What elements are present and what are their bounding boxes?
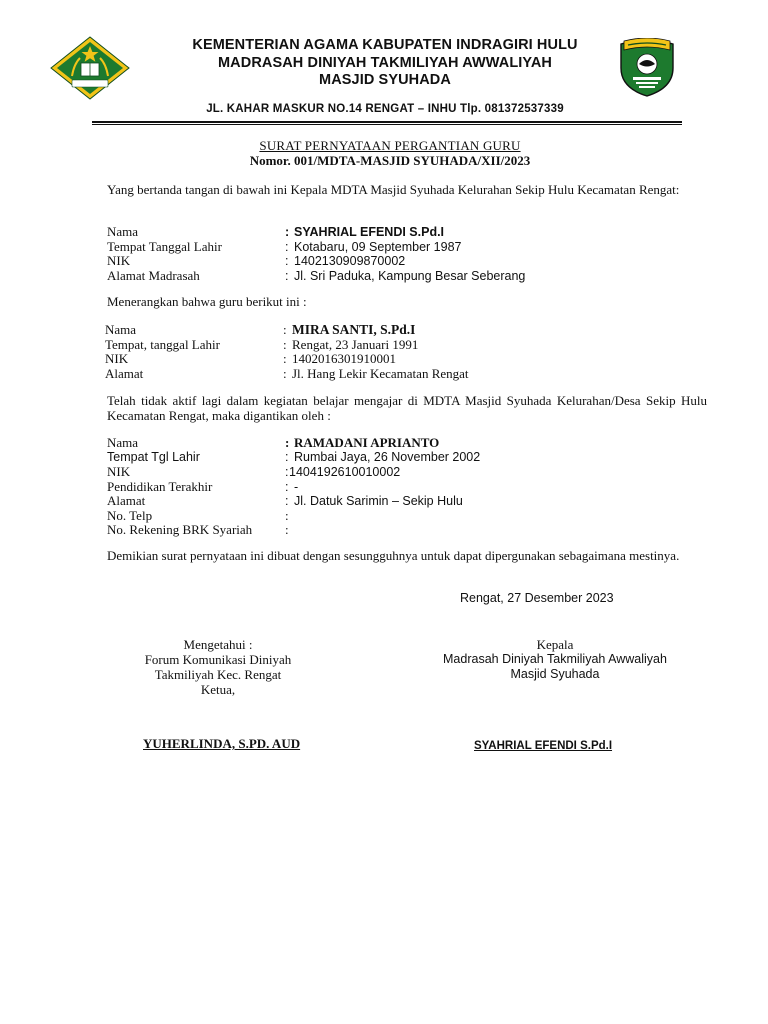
field-separator: : [283, 351, 287, 366]
signature-line: Madrasah Diniyah Takmiliyah Awwaliyah [443, 652, 667, 666]
field-row [107, 268, 707, 283]
field-row [107, 253, 707, 268]
kemenag-emblem-icon [50, 36, 130, 100]
field-value: Jl. Datuk Sarimin – Sekip Hulu [294, 494, 463, 508]
letterhead-ministry: KEMENTERIAN AGAMA KABUPATEN INDRAGIRI HULU [192, 37, 578, 53]
field-separator: : [285, 435, 290, 450]
new-teacher-fields [107, 435, 707, 537]
field-label: Alamat [105, 365, 144, 381]
signature-line: Kepala [536, 637, 574, 652]
field-label: NIK [107, 464, 131, 479]
field-value: - [294, 479, 299, 494]
field-separator: : [285, 239, 289, 254]
signature-line: Takmiliyah Kec. Rengat [154, 667, 282, 682]
field-label: Alamat Madrasah [107, 267, 200, 283]
field-separator: : [285, 479, 289, 494]
letterhead-mosque: MASJID SYUHADA [319, 72, 451, 88]
field-value: Jl. Sri Paduka, Kampung Besar Seberang [294, 268, 526, 283]
field-row [107, 508, 707, 523]
signature-line: Forum Komunikasi Diniyah [144, 652, 292, 667]
letter-title-block [110, 138, 670, 168]
field-label: Tempat Tanggal Lahir [107, 238, 222, 254]
field-row [107, 450, 707, 465]
field-separator: : [285, 449, 289, 464]
intro-paragraph: Yang bertanda tangan di bawah ini Kepala MDTA Masjid Syuhada Kelurahan Sekip Hulu Kecamatan Rengat: [107, 182, 680, 197]
field-value: 1404192610010002 [289, 465, 401, 479]
letter-title: SURAT PERNYATAAN PERGANTIAN GURU [259, 138, 521, 153]
field-label: NIK [107, 253, 131, 268]
field-value: MIRA SANTI, S.Pd.I [292, 322, 416, 337]
letterhead-divider-thin [92, 124, 682, 125]
field-separator: : [285, 522, 289, 537]
letterhead-divider [92, 121, 682, 123]
letterhead-address: JL. KAHAR MASKUR NO.14 RENGAT – INHU Tlp. 081372537339 [206, 103, 564, 115]
madrasah-shield-emblem-icon [617, 38, 677, 98]
field-row [107, 435, 707, 450]
field-label: Nama [107, 435, 139, 450]
field-separator: : [285, 465, 289, 479]
letter-number: Nomor. 001/MDTA-MASJID SYUHADA/XII/2023 [249, 153, 531, 168]
field-separator: : [285, 507, 289, 523]
field-row [107, 479, 707, 494]
field-value: 1402016301910001 [292, 351, 396, 366]
field-row [105, 366, 705, 381]
field-value: 1402130909870002 [294, 254, 406, 268]
field-row [107, 239, 707, 254]
field-separator: : [285, 225, 290, 239]
field-label: No. Telp [107, 507, 153, 523]
field-label: No. Rekening BRK Syariah [107, 522, 253, 537]
explain-paragraph: Menerangkan bahwa guru berikut ini : [107, 294, 307, 309]
field-label: NIK [105, 351, 129, 366]
field-label: Pendidikan Terakhir [107, 478, 213, 494]
field-separator: : [285, 268, 289, 283]
field-label: Tempat, tanggal Lahir [105, 336, 220, 352]
field-value: Kotabaru, 09 September 1987 [294, 239, 462, 254]
field-separator: : [285, 254, 289, 268]
field-row [107, 522, 707, 537]
letterhead-madrasah: MADRASAH DINIYAH TAKMILIYAH AWWALIYAH [218, 54, 552, 71]
field-value: SYAHRIAL EFENDI S.Pd.I [294, 225, 445, 239]
field-label: Nama [107, 224, 139, 239]
field-separator: : [285, 494, 289, 508]
signature-block-left [118, 637, 318, 697]
signatory-name-left: YUHERLINDA, S.PD. AUD [143, 736, 301, 751]
field-separator: : [283, 336, 287, 352]
signature-block-right [404, 637, 706, 682]
replacement-paragraph: Telah tidak aktif lagi dalam kegiatan belajar mengajar di MDTA Masjid Syuhada Kelurahan/Desa Sekip Hulu Kecamatan Rengat, maka digantikan oleh : [107, 393, 707, 423]
field-separator: : [283, 322, 287, 337]
signatory-name-right: SYAHRIAL EFENDI S.Pd.I [474, 740, 613, 752]
old-teacher-fields [105, 322, 705, 380]
field-separator: : [283, 365, 287, 381]
field-label: Nama [105, 322, 137, 337]
closing-paragraph: Demikian surat pernyataan ini dibuat dengan sesungguhnya untuk dapat dipergunakan sebagaimana mestinya. [107, 548, 680, 563]
letterhead [150, 37, 620, 90]
field-row [107, 493, 707, 508]
field-row [105, 351, 705, 366]
field-label: Alamat [107, 493, 146, 508]
field-row [105, 337, 705, 352]
field-value: Rengat, 23 Januari 1991 [292, 336, 419, 352]
field-value: Rumbai Jaya, 26 November 2002 [294, 449, 481, 464]
field-value: Jl. Hang Lekir Kecamatan Rengat [292, 365, 469, 381]
field-label: Tempat Tgl Lahir [107, 449, 200, 464]
field-value: RAMADANI APRIANTO [294, 435, 440, 450]
signature-line: Ketua, [200, 682, 236, 697]
signature-line: Mengetahui : [183, 637, 253, 652]
field-row [107, 464, 707, 479]
field-row [107, 224, 707, 239]
signature-line: Masjid Syuhada [510, 667, 600, 681]
field-row [105, 322, 705, 337]
head-of-school-fields [107, 224, 707, 282]
letter-date: Rengat, 27 Desember 2023 [460, 591, 614, 605]
